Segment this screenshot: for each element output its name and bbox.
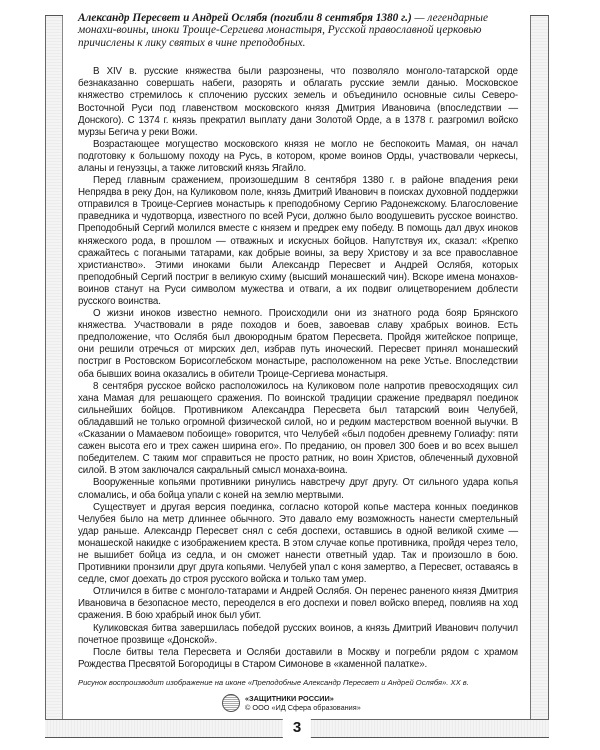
intro-text: — легендарные монахи-воины, иноки Троице-Сергиева монастыря, Русской православной церковью причислены к лику святых в чине преподобных.: [78, 12, 488, 49]
image-caption: Рисунок воспроизводит изображение на иконе «Преподобные Александр Пересвет и Андрей Ослябя». XX в.: [78, 677, 469, 687]
page-frame-right: [530, 15, 549, 737]
paragraph: Отличился в битве с монголо-татарами и Андрей Ослябя. Он перенес раненого князя Дмитрия Ивановича в безопасное место, переоделся в его доспехи и повел войско вперед, повлияв на ход сражения. В бою храбрый инок был убит.: [78, 586, 518, 622]
publisher-block: [222, 694, 361, 712]
page-frame-left: [45, 15, 63, 737]
paragraph: Куликовская битва завершилась победой русских воинов, а князь Дмитрий Иванович получил почетное прозвище «Донской».: [78, 622, 518, 646]
paragraph: После битвы тела Пересвета и Осляби доставили в Москву и погребли рядом с храмом Рождества Пресвятой Богородицы в Старом Симонове в «каменной палатке».: [78, 646, 518, 670]
article-body: [78, 66, 518, 671]
page-content: [78, 12, 518, 688]
copyright: © ООО «ИД Сфера образования»: [245, 703, 361, 712]
intro-paragraph: [78, 12, 518, 49]
page-number: 3: [283, 717, 311, 739]
paragraph: Возрастающее могущество московского князя не могло не беспокоить Мамая, он начал подготовку к большому походу на Русь, в котором, кроме воинов Орды, участвовали черкесы, аланы и генуэзцы, а также литовский князь Ягайло.: [78, 138, 518, 174]
paragraph: Перед главным сражением, произошедшим 8 сентября 1380 г. в районе впадения реки Непрядва в реку Дон, на Куликовом поле, князь Дмитрий Иванович в поисках духовной поддержки отправился в Троице-Сергиев монастырь к преподобному Сергию Радонежскому. Благословение праведника и чудотворца, известного по всей Руси, должно было воодушевить русское воинство. Преподобный Сергий молился вместе с князем и предрек ему победу. В помощь дал двух иноков княжеского рода, в прошлом — отважных и искусных бойцов. Напутствуя их, сказал: «Крепко сражайтесь с погаными татарами, как добрые воины, за веру Христову и за все православное христианство». Этими иноками были Александр Пересвет и Андрей Ослябя, которых преподобный Сергий постриг в великую схиму (высший монашеский чин). Вскоре имена монахов-воинов станут на Руси символом мужества и отваги, а их подвиг олицетворением доблести русского воинства.: [78, 175, 518, 307]
paragraph: Существует и другая версия поединка, согласно которой копье мастера конных поединков Челубея было на метр длиннее обычного. Это давало ему возможность нанести смертельный удар раньше. Александр Пересвет снял с себя доспехи, оставшись в одной великой схиме — монашеской накидке с изображением креста. В этом случае копье противника, пройдя через тело, не вышибет бойца из седла, и он сможет нанести ответный удар. Так и произошло в бою. Противники пронзили друг друга копьями. Челубей упал с коня замертво, а Пересвет, оставаясь в седле, смог доехать до строя русского войска и только там умер.: [78, 501, 518, 586]
paragraph: В XIV в. русские княжества были разрознены, что позволяло монголо-татарской орде безнаказанно совершать набеги, разорять и облагать русские земли данью. Московское княжество стремилось к сплочению русских земель и объединило основные силы Северо-Восточной Руси под главенством московского князя Дмитрия Ивановича (впоследствии — Донского). С 1374 г. князь прекратил выплату дани Золотой Орде, а в 1378 г. разгромил войско мурзы Бегича у реки Вожи.: [78, 66, 518, 138]
paragraph: Вооруженные копьями противники ринулись навстречу друг другу. От сильного удара копья сломались, и оба бойца упали с коней на землю мертвыми.: [78, 477, 518, 501]
publisher-logo-icon: [222, 694, 240, 712]
page-frame-bottom: [45, 719, 549, 738]
paragraph: О жизни иноков известно немного. Происходили они из знатного рода бояр Брянского княжества. Участвовали в ряде походов и боев, завоевав славу храбрых воинов. Есть предположение, что Ослябя был двоюродным братом Пересвета. Пройдя житейское поприще, они решили отречься от мирских дел, избрав путь иноческий. Пересвет принял монашеский постриг в Ростовском Борисоглебском монастыре, расположенном на реке Устье. Впоследствии оба бывших воина оказались в обители Троице-Сергиева монастыря.: [78, 308, 518, 380]
intro-title: Александр Пересвет и Андрей Ослябя (погибли 8 сентября 1380 г.): [78, 12, 412, 24]
series-title: «ЗАЩИТНИКИ РОССИИ»: [245, 694, 334, 703]
paragraph: 8 сентября русское войско расположилось на Куликовом поле напротив превосходящих сил хана Мамая для решающего сражения. По воинской традиции сражение предварял поединок сильнейших бойцов. Противником Александра Пересвета был татарский воин Челубей, обладавший не только огромной физической силой, но и редким мастерством военной выучки. В «Сказании о Мамаевом побоище» говорится, что Челубей «был подобен древнему Голиафу: пяти сажен высота его и трех сажен ширина его». По преданию, он провел 300 боев и во всех вышел победителем. С таким мог справиться не просто ратник, но воин Христов, облеченный духовной силой. В этом заключался сакральный смысл монаха-воина.: [78, 380, 518, 477]
